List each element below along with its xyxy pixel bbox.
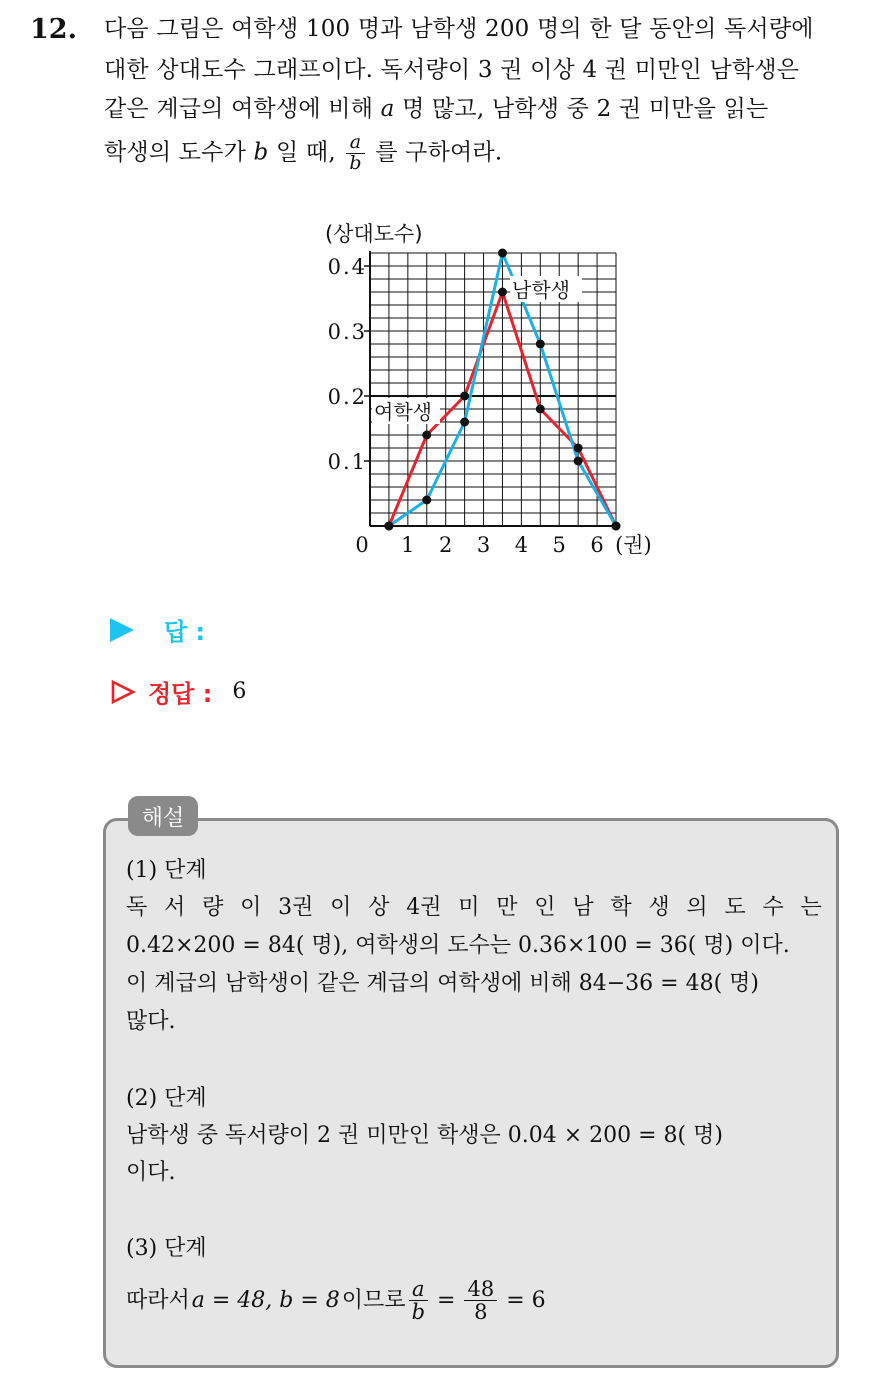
step3-result: = 6 <box>506 1287 546 1313</box>
step1-line-1-word: 수 <box>762 895 784 920</box>
x-tick-label: 6 <box>590 533 604 557</box>
step1-line-1-word: 도 <box>724 895 746 920</box>
step1-line-2: 0.42×200 = 84( 명), 여학생의 도수는 0.36×100 = 36( 명) 이다. <box>126 933 790 958</box>
step2-title: (2) 단계 <box>126 1086 207 1111</box>
step3-fraction-48-8 <box>464 1278 497 1323</box>
data-point <box>574 444 583 453</box>
data-point <box>536 405 545 414</box>
step1-line-1-word: 이 <box>330 895 352 920</box>
step1-line-1-word: 는 <box>800 895 822 920</box>
y-tick-label: 0.4 <box>327 255 367 279</box>
play-triangle-icon <box>110 618 134 642</box>
y-tick-label: 0.2 <box>327 385 367 409</box>
x-tick-label: 3 <box>476 533 491 557</box>
step3-prefix: 따라서 <box>126 1287 190 1313</box>
y-tick-label: 0.1 <box>327 450 367 474</box>
question-line-4-mid: 일 때, <box>268 139 344 166</box>
x-tick-label: 0 <box>355 533 369 557</box>
question-line-1: 다음 그림은 여학생 100 명과 남학생 200 명의 한 달 동안의 독서량에 <box>104 16 814 42</box>
step1-line-1-word: 생 <box>648 895 670 920</box>
step1-line-1-word: 남 <box>572 895 594 920</box>
series-name-label: 남학생 <box>512 278 570 302</box>
step3-title: (3) 단계 <box>126 1236 207 1261</box>
outline-triangle-icon <box>110 679 136 705</box>
question-line-3-start: 같은 계급의 여학생에 비해 <box>104 96 381 122</box>
data-point <box>460 418 469 427</box>
variable-b: b <box>253 139 269 166</box>
step3-line <box>126 1278 546 1323</box>
step1-line-3: 이 계급의 남학생이 같은 계급의 여학생에 비해 84−36 = 48( 명) <box>126 971 759 996</box>
step3-expression: a = 48, b = 8 <box>191 1287 340 1313</box>
step2-line-1: 남학생 중 독서량이 2 권 미만인 학생은 0.04 × 200 = 8( 명) <box>126 1123 723 1148</box>
y-axis-label: (상대도수) <box>325 222 423 246</box>
data-point <box>612 522 621 531</box>
answer-label: 답 : <box>164 618 206 646</box>
variable-a: a <box>380 96 395 122</box>
chart-labels <box>325 222 652 557</box>
fraction-denominator: b <box>349 151 362 174</box>
step3-frac2-den: 8 <box>474 1300 488 1325</box>
fraction-numerator: a <box>346 133 364 154</box>
step1-line-1-word: 3권 <box>278 895 314 920</box>
step1-line-1-word: 상 <box>368 895 390 920</box>
answer-row <box>110 612 205 647</box>
step1-line-1-word: 의 <box>686 895 708 920</box>
data-point <box>498 249 507 258</box>
step2-line-2: 이다. <box>126 1160 176 1185</box>
step1-line-1-word: 이 <box>240 895 262 920</box>
x-tick-label: 5 <box>552 533 566 557</box>
x-tick-label: 2 <box>439 533 453 557</box>
step3-middle: 이므로 <box>341 1287 406 1313</box>
step1-title: (1) 단계 <box>126 858 207 883</box>
y-tick-label: 0.3 <box>327 320 367 344</box>
question-number: 12. <box>30 14 77 45</box>
data-point <box>536 340 545 349</box>
x-axis-unit-label: (권) <box>615 533 652 557</box>
correct-answer-value: 6 <box>232 679 247 704</box>
question-line-2: 대한 상대도수 그래프이다. 독서량이 3 권 이상 4 권 미만인 남학생은 <box>104 57 800 83</box>
question-line-3-end: 명 많고, 남학생 중 2 권 미만을 읽는 <box>394 96 769 122</box>
correct-answer-label: 정답 : <box>148 680 213 708</box>
x-tick-label: 4 <box>514 533 529 557</box>
step1-line-1-word: 량 <box>202 895 224 920</box>
step1-line-1-word: 미 <box>458 895 480 920</box>
step1-line-1-word: 서 <box>164 895 186 920</box>
step3-frac2-num: 48 <box>464 1278 497 1301</box>
data-point <box>384 522 393 531</box>
explanation-tab: 해설 <box>128 796 198 836</box>
series-name-label: 여학생 <box>374 400 432 424</box>
data-point <box>460 392 469 401</box>
data-point <box>422 431 431 440</box>
x-tick-label: 1 <box>401 533 415 557</box>
step1-line-1-word: 만 <box>496 895 518 920</box>
step3-frac1-den: b <box>411 1300 426 1325</box>
step1-line-1-word: 학 <box>610 895 632 920</box>
question-line-4-start: 학생의 도수가 <box>104 139 254 166</box>
data-point <box>574 457 583 466</box>
equals-sign: = <box>437 1287 456 1313</box>
correct-answer-row <box>110 674 246 709</box>
step1-line-4: 많다. <box>126 1009 176 1034</box>
step3-frac1-num: a <box>409 1278 428 1301</box>
step1-line-1-word: 인 <box>534 895 556 920</box>
step1-line-1 <box>126 897 822 919</box>
relative-frequency-chart <box>0 0 884 600</box>
step3-fraction-a-b <box>409 1278 428 1323</box>
step1-line-1-word: 독 <box>126 895 148 920</box>
question-line-4-end: 를 구하여라. <box>367 139 503 166</box>
data-point <box>422 496 431 505</box>
step1-line-1-word: 4권 <box>406 895 442 920</box>
data-point <box>498 288 507 297</box>
